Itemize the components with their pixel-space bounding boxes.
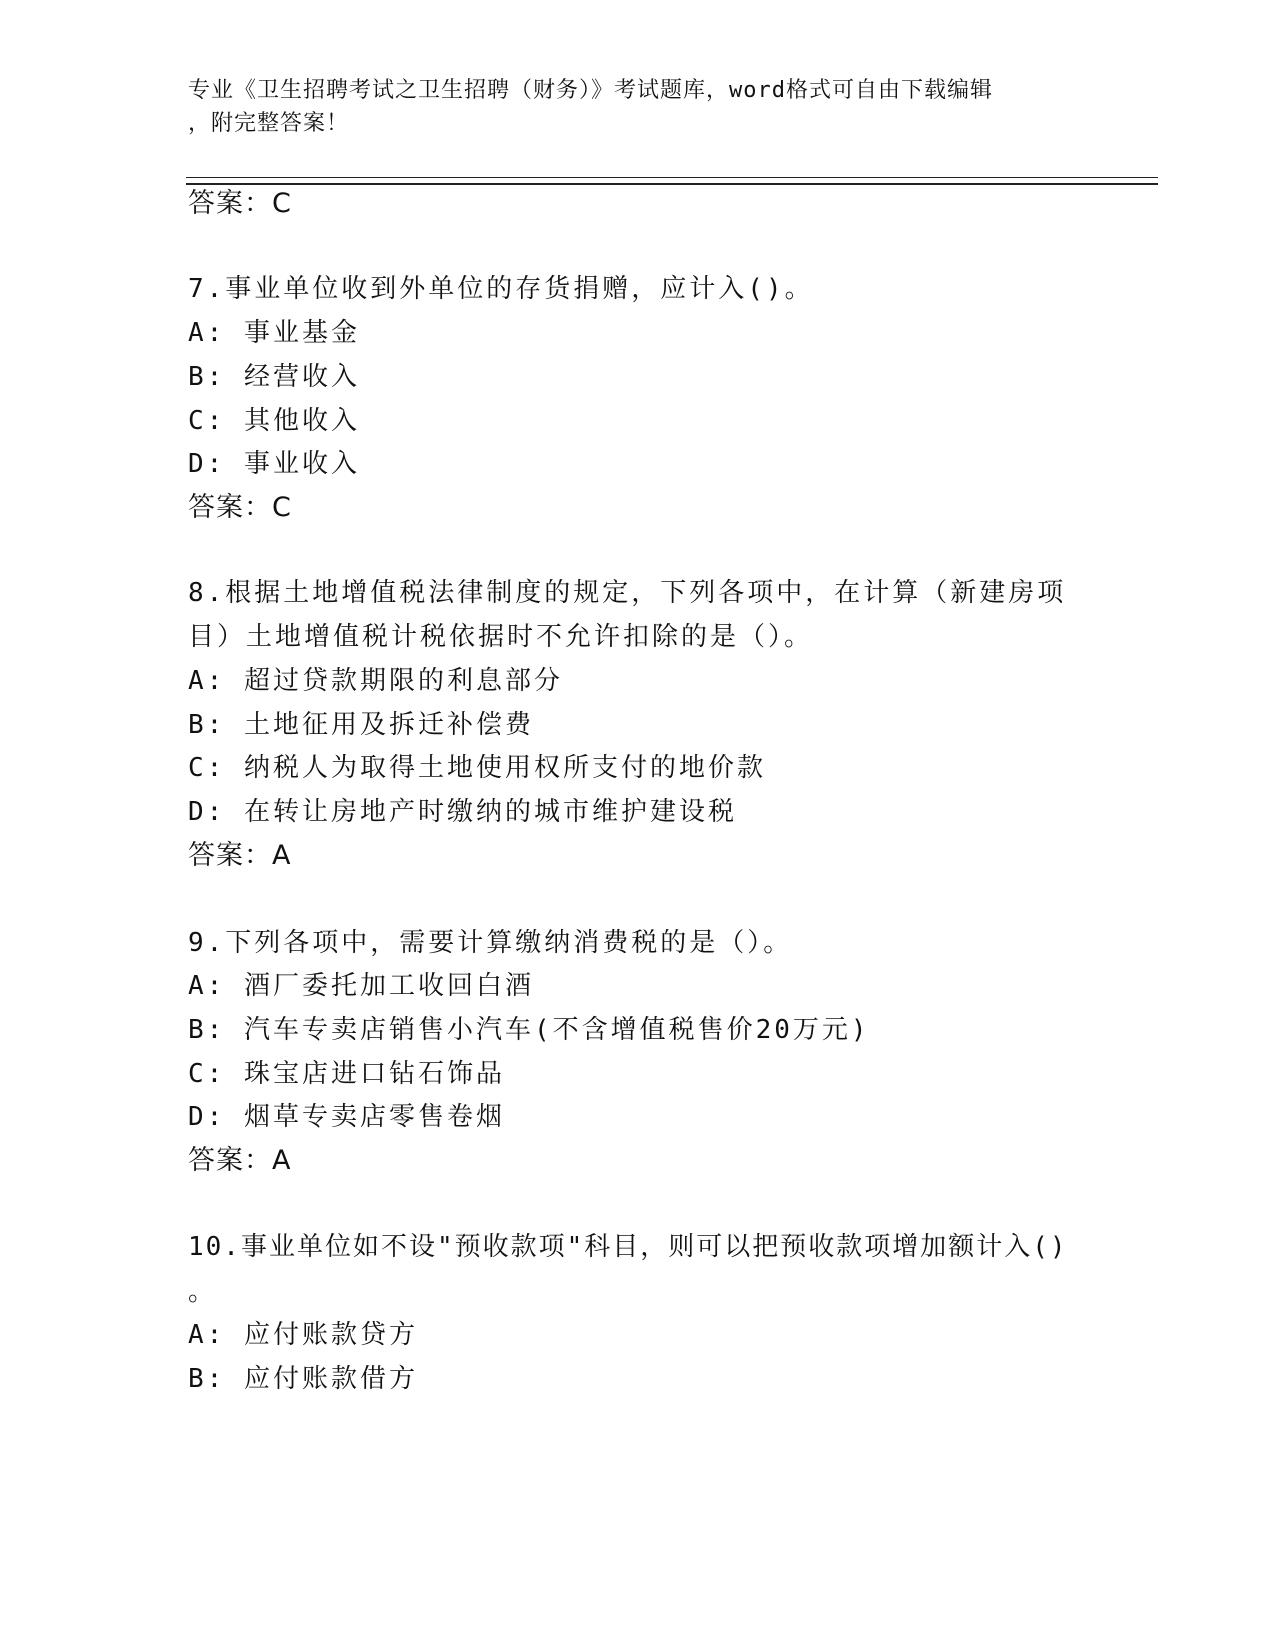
q7-option-a: A: 事业基金 xyxy=(188,318,360,348)
q10-option-b: B: 应付账款借方 xyxy=(188,1364,418,1394)
question-9: 9.下列各项中，需要计算缴纳消费税的是（）。 xyxy=(188,928,793,958)
q9-option-d: D: 烟草专卖店零售卷烟 xyxy=(188,1102,505,1132)
q9-option-c: C: 珠宝店进口钻石饰品 xyxy=(188,1059,505,1089)
q8-option-a: A: 超过贷款期限的利息部分 xyxy=(188,666,563,696)
answer-q7: 答案：C xyxy=(188,492,292,523)
question-7: 7.事业单位收到外单位的存货捐赠，应计入()。 xyxy=(188,274,814,304)
q7-option-b: B: 经营收入 xyxy=(188,362,360,392)
answer-q8: 答案：A xyxy=(188,840,292,871)
q8-option-c: C: 纳税人为取得土地使用权所支付的地价款 xyxy=(188,753,766,783)
q9-option-b: B: 汽车专卖店销售小汽车(不含增值税售价20万元) xyxy=(188,1015,870,1045)
answer-q9: 答案：A xyxy=(188,1145,292,1176)
q10-option-a: A: 应付账款贷方 xyxy=(188,1320,418,1350)
answer-q6: 答案：C xyxy=(188,188,292,219)
header-divider-thick xyxy=(186,183,1158,185)
q7-option-d: D: 事业收入 xyxy=(188,449,360,479)
document-header xyxy=(188,74,1088,140)
q7-option-c: C: 其他收入 xyxy=(188,406,360,436)
question-8-line-2: 目）土地增值税计税依据时不允许扣除的是（）。 xyxy=(188,622,814,652)
header-divider-thin xyxy=(186,177,1158,178)
q8-option-b: B: 土地征用及拆迁补偿费 xyxy=(188,710,534,740)
q9-option-a: A: 酒厂委托加工收回白酒 xyxy=(188,971,534,1001)
question-8-line-1: 8.根据土地增值税法律制度的规定，下列各项中，在计算（新建房项 xyxy=(188,578,1067,608)
question-10-line-2: 。 xyxy=(188,1277,218,1307)
header-line-1: 专业《卫生招聘考试之卫生招聘（财务）》考试题库，word格式可自由下载编辑 xyxy=(188,78,993,103)
q8-option-d: D: 在转让房地产时缴纳的城市维护建设税 xyxy=(188,797,737,827)
header-line-2: ，附完整答案！ xyxy=(188,111,350,136)
question-10-line-1: 10.事业单位如不设"预收款项"科目，则可以把预收款项增加额计入() xyxy=(188,1232,1068,1262)
